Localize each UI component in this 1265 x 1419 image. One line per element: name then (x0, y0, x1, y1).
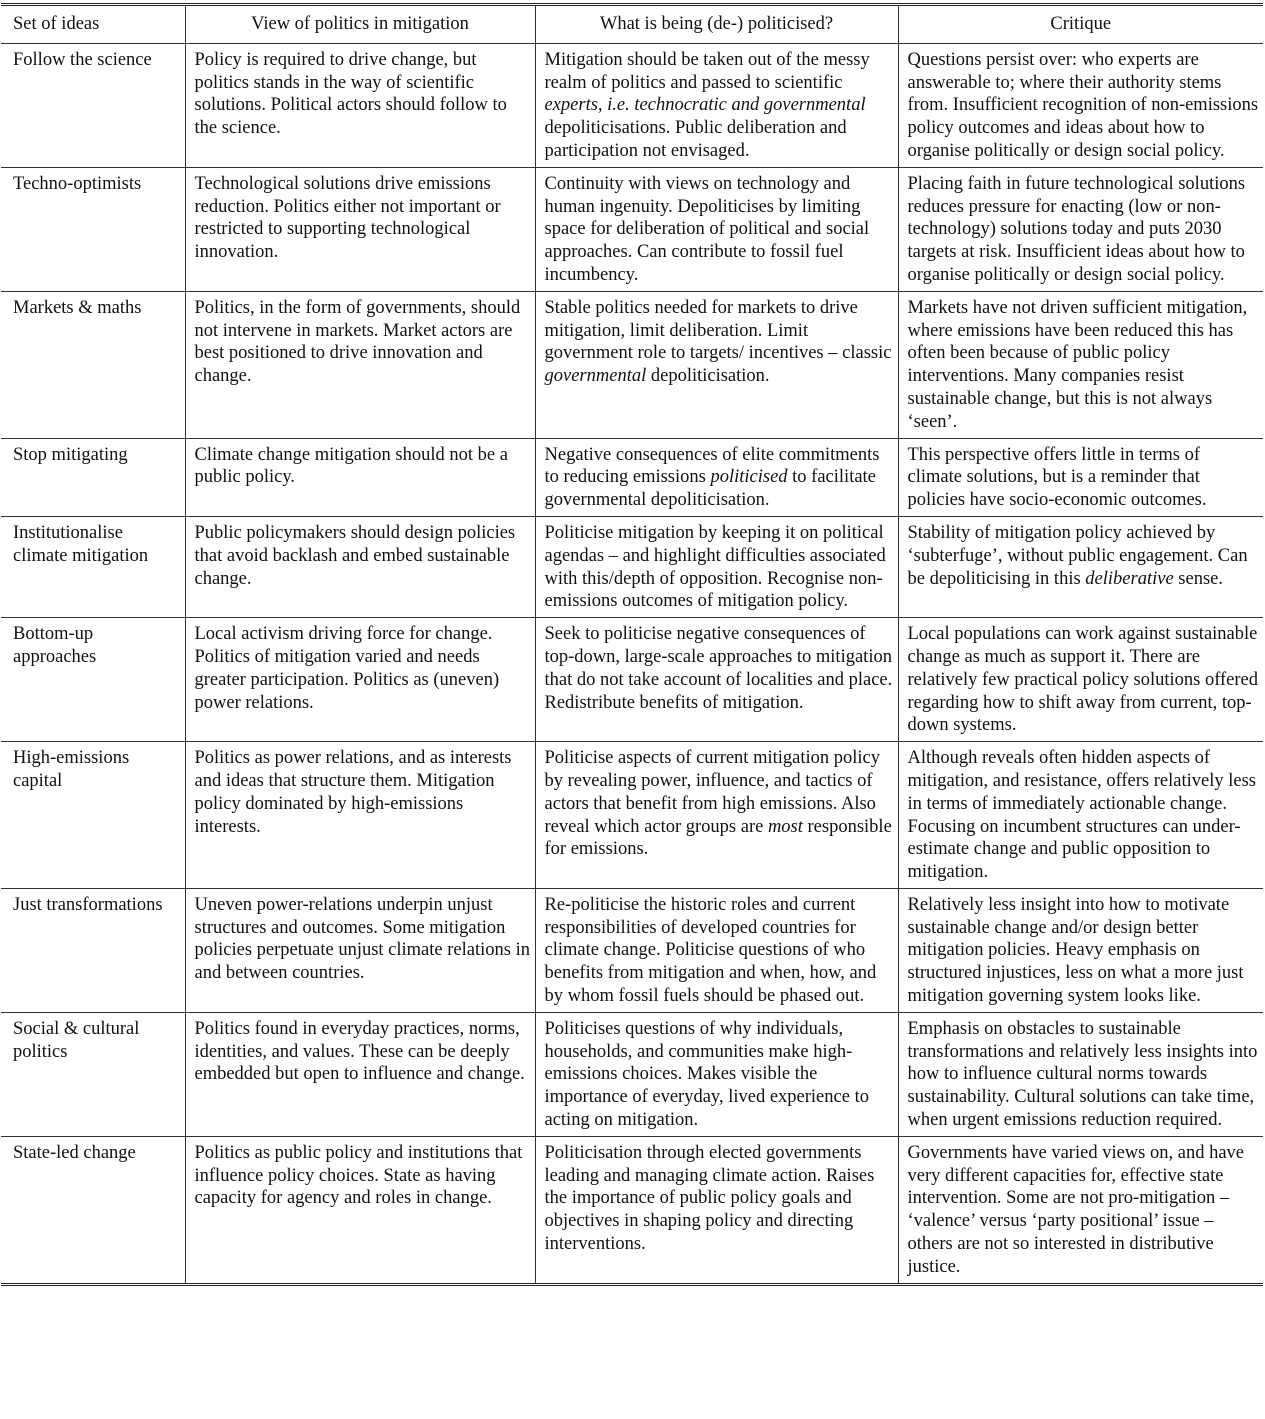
view-cell: Technological solutions drive emissions reduction. Politics either not important or restricted to supporting technological innovation. (185, 167, 535, 291)
table-row (1, 291, 1263, 438)
politicised-cell: Politicises questions of why individuals, households, and communities make high-emissions choices. Makes visible the importance of everyday, lived experience to acting on mitigation. (535, 1012, 898, 1136)
view-cell: Public policymakers should design policies that avoid backlash and embed sustainable change. (185, 516, 535, 617)
view-cell: Local activism driving force for change. Politics of mitigation varied and needs greater participation. Politics as (uneven) power relations. (185, 618, 535, 742)
emphasis-text: experts, i.e. technocratic and governmental (544, 95, 866, 116)
header-view-of-politics: View of politics in mitigation (185, 5, 535, 44)
politicised-cell: Politicise mitigation by keeping it on political agendas – and highlight difficulties associated with this/depth of opposition. Recognise non-emissions outcomes of mitigation policy. (535, 516, 898, 617)
idea-cell: Stop mitigating (1, 438, 185, 516)
idea-cell: Social & cultural politics (1, 1012, 185, 1136)
idea-cell: State-led change (1, 1136, 185, 1284)
table-row (1, 167, 1263, 291)
header-row (1, 5, 1263, 44)
emphasis-text: governmental (544, 366, 647, 387)
critique-cell: Stability of mitigation policy achieved by ‘subterfuge’, without public engagement. Can be depoliticising in this deliberative sense. (898, 516, 1263, 617)
header-critique: Critique (898, 5, 1263, 44)
view-cell: Policy is required to drive change, but politics stands in the way of scientific solutions. Political actors should follow to the science. (185, 43, 535, 167)
idea-cell: Markets & maths (1, 291, 185, 438)
critique-cell: Markets have not driven sufficient mitigation, where emissions have been reduced this has often been because of public policy interventions. Many companies resist sustainable change, but this is not always ‘seen’. (898, 291, 1263, 438)
emphasis-text: politicised (710, 467, 788, 488)
politicised-cell: Politicisation through elected governments leading and managing climate action. Raises the importance of public policy goals and objectives in shaping policy and directing interventions. (535, 1136, 898, 1284)
view-cell: Politics as power relations, and as interests and ideas that structure them. Mitigation policy dominated by high-emissions interests. (185, 742, 535, 889)
view-cell: Politics as public policy and institutions that influence policy choices. State as having capacity for agency and roles in change. (185, 1136, 535, 1284)
politicised-cell: Mitigation should be taken out of the messy realm of politics and passed to scientific experts, i.e. technocratic and governmental depoliticisations. Public deliberation and participation not envisaged. (535, 43, 898, 167)
emphasis-text: deliberative (1085, 568, 1174, 589)
table-row (1, 742, 1263, 889)
politicised-cell: Seek to politicise negative consequences of top-down, large-scale approaches to mitigation that do not take account of localities and place. Redistribute benefits of mitigation. (535, 618, 898, 742)
view-cell: Politics, in the form of governments, should not intervene in markets. Market actors are best positioned to drive innovation and change. (185, 291, 535, 438)
politicised-cell: Politicise aspects of current mitigation policy by revealing power, influence, and tactics of actors that benefit from high emissions. Also reveal which actor groups are most responsible for emissions. (535, 742, 898, 889)
critique-cell: Questions persist over: who experts are answerable to; where their authority stems from. Insufficient recognition of non-emissions policy outcomes and ideas about how to organise politically or design social policy. (898, 43, 1263, 167)
idea-cell: Institutionalise climate mitigation (1, 516, 185, 617)
table-row (1, 516, 1263, 617)
politicised-cell: Continuity with views on technology and human ingenuity. Depoliticises by limiting space for deliberation of political and social approaches. Can contribute to fossil fuel incumbency. (535, 167, 898, 291)
politicised-cell: Stable politics needed for markets to drive mitigation, limit deliberation. Limit government role to targets/ incentives – classic governmental depoliticisation. (535, 291, 898, 438)
header-set-of-ideas: Set of ideas (1, 5, 185, 44)
ideas-table (1, 3, 1263, 1286)
header-what-politicised: What is being (de-) politicised? (535, 5, 898, 44)
critique-cell: Relatively less insight into how to motivate sustainable change and/or design better mitigation policies. Heavy emphasis on structured injustices, less on what a more just mitigation governing system looks like. (898, 888, 1263, 1012)
table-row (1, 43, 1263, 167)
idea-cell: High-emissions capital (1, 742, 185, 889)
view-cell: Climate change mitigation should not be a public policy. (185, 438, 535, 516)
view-cell: Uneven power-relations underpin unjust structures and outcomes. Some mitigation policies perpetuate unjust climate relations in and between countries. (185, 888, 535, 1012)
critique-cell: Although reveals often hidden aspects of mitigation, and resistance, offers relatively less in terms of immediately actionable change. Focusing on incumbent structures can under-estimate change and public opposition to mitigation. (898, 742, 1263, 889)
critique-cell: Governments have varied views on, and have very different capacities for, effective state intervention. Some are not pro-mitigation – ‘valence’ versus ‘party positional’ issue – others are not so interested in distributive justice. (898, 1136, 1263, 1284)
critique-cell: This perspective offers little in terms of climate solutions, but is a reminder that policies have socio-economic outcomes. (898, 438, 1263, 516)
emphasis-text: most (767, 816, 803, 837)
critique-cell: Emphasis on obstacles to sustainable transformations and relatively less insights into how to influence cultural norms towards sustainability. Cultural solutions can take time, when urgent emissions reduction required. (898, 1012, 1263, 1136)
table-row (1, 888, 1263, 1012)
politicised-cell: Negative consequences of elite commitments to reducing emissions politicised to facilitate governmental depoliticisation. (535, 438, 898, 516)
table-row (1, 1012, 1263, 1136)
critique-cell: Placing faith in future technological solutions reduces pressure for enacting (low or non-technology) solutions today and puts 2030 targets at risk. Insufficient ideas about how to organise politically or design social policy. (898, 167, 1263, 291)
idea-cell: Follow the science (1, 43, 185, 167)
idea-cell: Techno-optimists (1, 167, 185, 291)
table-row (1, 1136, 1263, 1284)
table-row (1, 618, 1263, 742)
idea-cell: Just transformations (1, 888, 185, 1012)
idea-cell: Bottom-up approaches (1, 618, 185, 742)
table-row (1, 438, 1263, 516)
critique-cell: Local populations can work against sustainable change as much as support it. There are relatively few practical policy solutions offered regarding how to shift away from current, top-down systems. (898, 618, 1263, 742)
politicised-cell: Re-politicise the historic roles and current responsibilities of developed countries for climate change. Politicise questions of who benefits from mitigation and when, how, and by whom fossil fuels should be phased out. (535, 888, 898, 1012)
view-cell: Politics found in everyday practices, norms, identities, and values. These can be deeply embedded but open to influence and change. (185, 1012, 535, 1136)
